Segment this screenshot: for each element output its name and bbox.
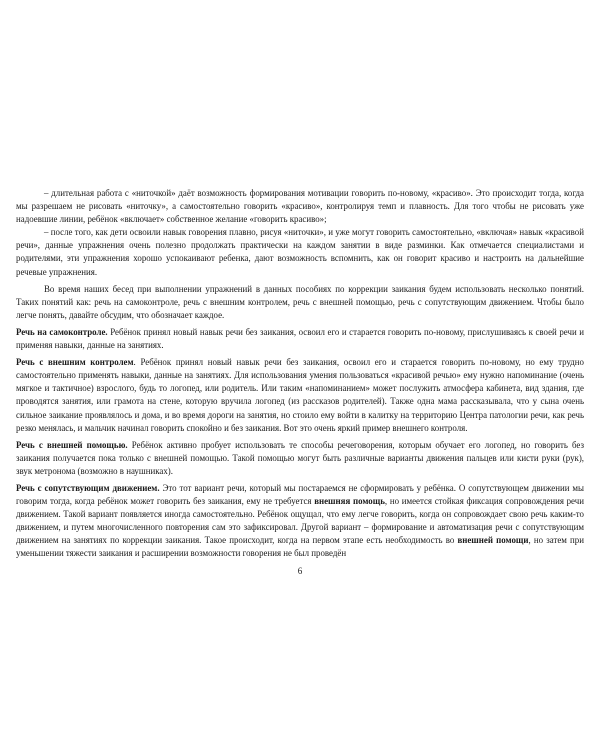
text-run: – длительная работа с «ниточкой» даёт возможность формирования мотивации говорить по-новому, «красиво». Это происходит тогда, когда мы разрешаем не рисовать «ниточку», а самостоятельно говорить «красиво», контролируя темп и плавность. Для того чтобы не рисовать уже надоевшие линии, ребёнок «включает» собственное желание «говорить красиво»; [16,188,584,225]
term-heading: Речь на самоконтроле. [16,326,108,337]
term-heading: Речь с сопутствующим движением. [16,482,160,493]
text-run: , но затем при уменьшении тяжести заикания и расширении возможности говорения не был проведён [16,535,584,559]
text-run: . Ребёнок принял новый навык речи без заикания, освоил его и старается говорить по-новому, но ему трудно самостоятельно применять навыки, данные на занятиях. Для использования умения пользоваться «красивой речью» ему нужно напоминание (очень мягкое и тактичное) взрослого, будь то логопед, или родитель. Или таким «напоминанием» может послужить атмосфера кабинета, вид здания, где проводятся занятия, или грамота на стене, которую вручила логопед (из рассказов родителей). Также одна мама рассказывала, что у сына очень сильное заикание проявлялось и дома, и во время дороги на занятия, но стоило ему войти в калитку на территорию Центра патологии речи, как речь резко менялась, и мальчик начинал говорить спокойно и без заикания. Вот это очень яркий пример внешнего контроля. [16,357,584,433]
page-number: 6 [297,566,303,576]
page-body [16,187,584,561]
paragraph [16,187,584,226]
text-run: – после того, как дети освоили навык говорения плавно, рисуя «ниточки», и уже могут говорить самостоятельно, «включая» навык «красивой речи», данные упражнения очень полезно продолжать практически на каждом занятии в виде разминки. Как отмечается специалистами и родителями, эти упражнения хорошо успокаивают ребенка, дают возможность вспомнить, как он говорит красиво и настроить на дальнейшие речевые упражнения. [16,227,584,277]
paragraph [16,226,584,278]
text-run: , но имеется стойкая фиксация сопровождения речи движением. Такой вариант появляется иногда самостоятельно. Ребёнок ощущал, что ему легче говорить, когда он сопровождает свою речь каким-то движением, и путем многочисленного повторения сам это зафиксировал. Другой вариант – формирование и автоматизация речи с сопутствующим движением на занятиях по коррекции заикания. Такое происходит, когда на первом этапе есть необходимость во [16,496,584,546]
text-run: Ребёнок принял новый навык речи без заикания, освоил его и старается говорить по-новому, прислушиваясь к своей речи и применяя навыки, данные на занятиях. [16,326,585,351]
term-heading: Речь с внешним контролем [16,357,134,368]
paragraph [16,326,584,352]
paragraph [16,356,584,435]
paragraph [16,439,584,478]
bold-term: внешняя помощь [314,496,385,507]
text-run: Во время наших бесед при выполнении упражнений в данных пособиях по коррекции заикания будем использовать несколько понятий. Таких понятий как: речь на самоконтроле, речь с внешним контролем, речь с внешней помощью, речь с сопутствующим движением. Чтобы было легче понять, давайте обсудим, что обозначает каждое. [16,283,584,320]
term-heading: Речь с внешней помощью. [16,439,128,450]
paragraph [16,482,584,561]
text-run: Это тот вариант речи, который мы постараемся не сформировать у ребёнка. О сопутствующем движении мы говорим тогда, когда ребёнок может говорить без заикания, ему не требуется [16,482,584,507]
text-run: Ребёнок активно пробует использовать те способы речеговорения, которым обучает его логопед, но говорить без заикания получается пока только с внешней помощью. Такой помощью могут быть различные варианты движения пальцев или кисти руки (рук), звук метронома (возможно в наушниках). [16,439,584,476]
paragraph [16,283,584,322]
bold-term: внешней помощи [457,535,529,546]
